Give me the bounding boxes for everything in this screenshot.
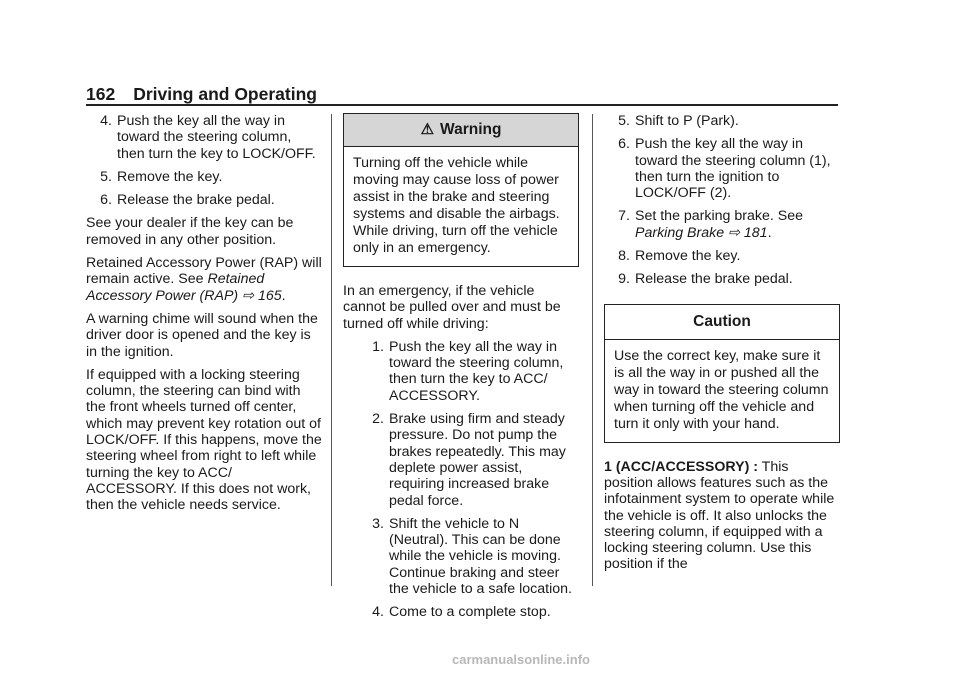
acc-label: 1 (ACC/ACCESSORY) : (604, 458, 758, 475)
step-text: Shift to P (Park). (635, 113, 739, 129)
step-text: Remove the key. (635, 248, 741, 265)
step-text: Push the key all the way in toward the steering column, then turn the key to ACC/ ACCESSORY. (389, 338, 564, 404)
warning-title: Warning (440, 120, 502, 138)
column-divider-2 (592, 114, 593, 586)
parking-brake-page-ref[interactable]: 181 (743, 224, 768, 241)
step-number: 4. (372, 604, 384, 621)
step-text: Push the key all the way in toward the steering column, then turn the key to LOCK/OFF. (117, 113, 316, 162)
warning-header (344, 114, 578, 147)
page-ref-arrow-icon: ⇨ (728, 224, 740, 241)
step-item (358, 411, 579, 509)
step-item (604, 248, 840, 264)
step-item: 7. Set the parking brake. See Parking Brake ⇨ 181. (604, 208, 840, 241)
step-number: 5. (100, 168, 112, 185)
step-item (604, 271, 840, 287)
column-3 (604, 113, 840, 580)
header-rule (86, 104, 838, 106)
step-number: 4. (100, 113, 112, 129)
step-text: Set the parking brake. See (635, 208, 803, 225)
step-text: Push the key all the way in toward the steering column (1), then turn the ignition to LOCK/OFF (2). (635, 136, 831, 202)
chime-paragraph: A warning chime will sound when the driver door is opened and the key is in the ignition. (86, 310, 318, 360)
step-number: 3. (372, 515, 384, 532)
step-number: 1. (372, 338, 384, 355)
step-text: Brake using firm and steady pressure. Do not pump the brakes repeatedly. This may deplete power assist, requiring increased brake pedal force. (389, 411, 566, 509)
step-number: 2. (372, 411, 384, 428)
rap-link[interactable]: Retained Accessory Power (RAP) (86, 271, 265, 304)
page-title: Driving and Operating (133, 84, 317, 104)
acc-text: This position allows features such as the infotainment system to operate while the vehicle is off. It also unlocks the steering column, if equipped with a locking steering column. Use this position if the (604, 458, 835, 573)
step-number: 9. (618, 271, 630, 288)
locking-paragraph: If equipped with a locking steering column, the steering can bind with the front wheels turned off center, which may prevent key rotation out of LOCK/OFF. If this happens, move the steering wheel from right to left while turning the key to ACC/ ACCESSORY. If this does not work, then the vehicle needs service. (86, 366, 322, 514)
page-header (86, 84, 317, 105)
warning-body: Turning off the vehicle while moving may cause loss of power assist in the brake and steering systems and disable the airbags. While driving, turn off the vehicle only in an emergency. (353, 155, 560, 256)
step-item (358, 604, 579, 620)
step-number: 7. (618, 208, 630, 225)
step-item (86, 169, 322, 185)
caution-box (604, 304, 840, 443)
step-item (604, 113, 840, 129)
step-item (358, 339, 579, 404)
step-item (86, 192, 322, 208)
watermark: carmanualsonline.info (452, 652, 590, 667)
warning-triangle-icon: ⚠ (420, 120, 435, 138)
column-2 (343, 113, 579, 628)
step-number: 6. (100, 192, 112, 209)
step-number: 6. (618, 136, 630, 153)
column-1 (86, 113, 322, 521)
rap-page-ref[interactable]: 165 (257, 287, 282, 304)
page-number: 162 (86, 84, 116, 104)
step-text: Shift the vehicle to N (Neutral). This can be done while the vehicle is moving. Continue braking and steer the vehicle to a safe location. (389, 515, 572, 598)
step-item (86, 113, 322, 162)
step-text: Release the brake pedal. (635, 271, 793, 288)
warning-box (343, 113, 579, 267)
caution-title: Caution (605, 305, 839, 340)
page-ref-arrow-icon: ⇨ (242, 287, 254, 304)
acc-paragraph (604, 459, 840, 573)
step-item (604, 136, 840, 201)
step-text: Release the brake pedal. (117, 192, 275, 209)
step-number: 8. (618, 248, 630, 265)
caution-body: Use the correct key, make sure it is all the way in or pushed all the way in toward the steering column when turning off the vehicle and turn it only with your hand. (614, 347, 829, 432)
step-text: Come to a complete stop. (389, 604, 551, 621)
step-number: 5. (618, 113, 630, 129)
parking-brake-link[interactable]: Parking Brake (635, 224, 725, 241)
dealer-paragraph: See your dealer if the key can be removed in any other position. (86, 215, 294, 248)
rap-paragraph: Retained Accessory Power (RAP) will remain active. See Retained Accessory Power (RAP) ⇨ 165. (86, 255, 322, 304)
step-item (358, 516, 579, 597)
emergency-paragraph: In an emergency, if the vehicle cannot be pulled over and must be turned off while driving: (343, 283, 561, 332)
column-divider-1 (331, 114, 332, 586)
step-text: Remove the key. (117, 168, 223, 185)
